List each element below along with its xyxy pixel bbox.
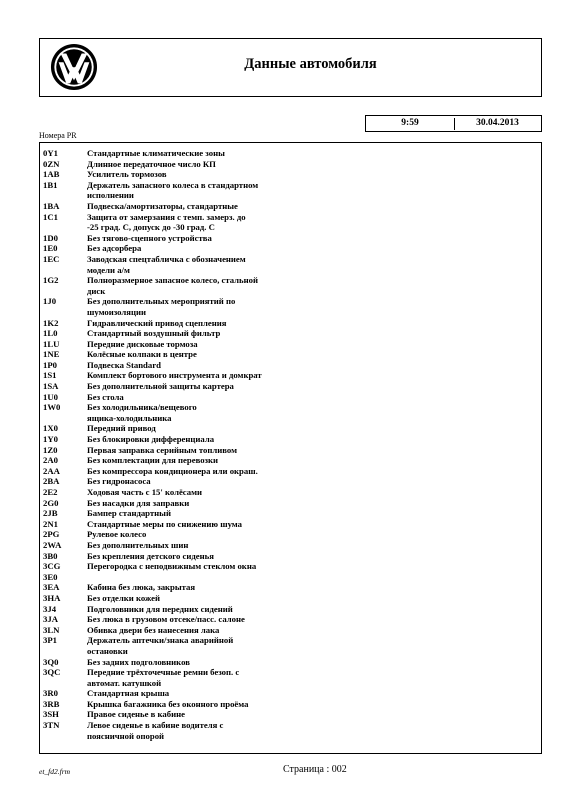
pr-code: 1G2 — [43, 275, 59, 286]
pr-description: Передний привод — [87, 423, 156, 434]
list-item — [43, 180, 538, 201]
pr-code: 3JA — [43, 614, 58, 625]
pr-description: Ходовая часть с 15' колёсами — [87, 487, 203, 497]
pr-code: 1SA — [43, 381, 59, 392]
pr-code: 2N1 — [43, 518, 58, 529]
pr-description: Без задних подголовников — [87, 656, 190, 667]
pr-description: Передние трёхточечные ремни безоп. с автомат. катушкой — [87, 667, 240, 688]
date-value: 30.04.2013 — [476, 118, 519, 128]
list-item — [43, 519, 538, 530]
pr-list-box — [39, 142, 542, 754]
pr-description: Длинное передаточное число КП — [87, 158, 216, 169]
pr-code: 1Y0 — [43, 434, 58, 445]
pr-description: Полноразмерное запасное колесо, стальной диск — [87, 275, 259, 296]
pr-code: 3RB — [43, 698, 60, 709]
datetime-box — [365, 115, 542, 132]
list-item — [43, 392, 538, 403]
pr-code: 0Y1 — [43, 148, 58, 158]
list-item — [43, 720, 538, 741]
pr-description: Бампер стандартный — [87, 508, 171, 519]
pr-code: 2G0 — [43, 497, 59, 508]
pr-description: Без блокировки дифференциала — [87, 434, 215, 445]
pr-code: 3QC — [43, 667, 61, 678]
pr-description: Без насадки для заправки — [87, 497, 190, 508]
pr-code: 1BA — [43, 200, 60, 211]
pr-code: 3B0 — [43, 550, 58, 561]
pr-code: 1C1 — [43, 211, 58, 222]
list-item — [43, 667, 538, 688]
list-item — [43, 709, 538, 720]
pr-code: 1L0 — [43, 328, 58, 339]
pr-description: Подголовники для передних сидений — [87, 603, 233, 614]
pr-description: Правое сиденье в кабине — [87, 709, 185, 720]
pr-description: Стандартные меры по снижению шума — [87, 518, 242, 529]
pr-code: 1AB — [43, 169, 60, 180]
list-item — [43, 275, 538, 296]
list-item — [43, 635, 538, 656]
pr-code: 1X0 — [43, 423, 58, 434]
pr-code: 1Z0 — [43, 444, 58, 455]
pr-code: 2PG — [43, 529, 60, 540]
pr-description: Без дополнительных шин — [87, 539, 189, 550]
list-item — [43, 445, 538, 456]
pr-numbers-label: Номера PR — [39, 131, 77, 140]
pr-code: 3E0 — [43, 571, 58, 582]
list-item — [43, 529, 538, 540]
pr-code: 1EC — [43, 253, 60, 264]
pr-description: Без дополнительной защиты картера — [87, 381, 234, 392]
list-item — [43, 212, 538, 233]
list-item — [43, 296, 538, 317]
pr-code: 1P0 — [43, 359, 57, 370]
pr-description: Защита от замерзания с темп. замерз. до -25 град. С, допуск до -30 град. С — [87, 211, 246, 233]
pr-description: Рулевое колесо — [87, 529, 147, 540]
pr-code: 1W0 — [43, 402, 61, 413]
list-item — [43, 593, 538, 604]
pr-description: Стандартный воздушный фильтр — [87, 328, 221, 339]
pr-description: Без отделки кожей — [87, 592, 161, 603]
pr-description: Крышка багажника без оконного проёма — [87, 698, 249, 709]
list-item — [43, 614, 538, 625]
list-item — [43, 254, 538, 275]
list-item — [43, 466, 538, 477]
pr-code: 1D0 — [43, 232, 58, 243]
pr-description: Без дополнительных мероприятий по шумоизоляции — [87, 296, 236, 317]
list-item — [43, 688, 538, 699]
pr-code: 3R0 — [43, 688, 58, 699]
pr-description: Стандартные климатические зоны — [87, 148, 225, 158]
pr-code: 3Q0 — [43, 656, 59, 667]
pr-description: Без холодильника/вещевого ящика-холодильника — [87, 402, 197, 423]
pr-description: Без тягово-сцепного устройства — [87, 232, 212, 243]
list-item — [43, 455, 538, 466]
pr-description: Без комплектации для перевозки — [87, 455, 219, 466]
list-item — [43, 159, 538, 170]
pr-description: Без гидронасоса — [87, 476, 151, 487]
footer-page-number: Страница : 002 — [283, 764, 347, 775]
pr-code: 2A0 — [43, 455, 58, 466]
list-item — [43, 169, 538, 180]
list-item — [43, 657, 538, 668]
list-item — [43, 699, 538, 710]
list-item — [43, 498, 538, 509]
pr-description: Кабина без люка, закрытая — [87, 582, 196, 593]
pr-code: 1J0 — [43, 296, 57, 307]
pr-description: Заводская спецтабличка с обозначением модели а/м — [87, 253, 246, 275]
pr-description: Без адсорбера — [87, 243, 142, 254]
list-item — [43, 540, 538, 551]
pr-code: 2AA — [43, 465, 60, 476]
time-value: 9:59 — [366, 118, 455, 130]
list-item — [43, 487, 538, 498]
list-item — [43, 561, 538, 572]
pr-code: 1U0 — [43, 391, 58, 402]
pr-code: 2BA — [43, 476, 60, 487]
pr-description: Стандартная крыша — [87, 688, 170, 699]
pr-code: 1NE — [43, 349, 60, 360]
pr-description: Подвеска Standard — [87, 359, 161, 370]
pr-code: 2WA — [43, 539, 62, 550]
list-item — [43, 508, 538, 519]
list-item — [43, 582, 538, 593]
header-box — [39, 38, 542, 97]
pr-description: Без люка в грузовом отсеке/пасс. салоне — [87, 614, 245, 625]
pr-description — [87, 572, 287, 583]
list-item — [43, 381, 538, 392]
pr-description: Подвеска/амортизаторы, стандартные — [87, 200, 238, 211]
list-item — [43, 402, 538, 423]
pr-description: Держатель аптечки/знака аварийной остановки — [87, 635, 234, 656]
pr-description: Перегородка с неподвижным стеклом окна — [87, 561, 257, 572]
list-item — [43, 476, 538, 487]
pr-description: Передние дисковые тормоза — [87, 338, 198, 349]
footer-filename: et_fd2.frm — [39, 767, 71, 776]
list-item — [43, 328, 538, 339]
list-item — [43, 318, 538, 329]
pr-code: 1S1 — [43, 370, 57, 381]
pr-description: Без стола — [87, 391, 124, 402]
pr-code: 3SH — [43, 709, 59, 720]
pr-code: 3LN — [43, 624, 60, 635]
pr-code: 3CG — [43, 561, 61, 572]
pr-code: 3EA — [43, 582, 60, 593]
pr-description: Комплект бортового инструмента и домкрат — [87, 370, 262, 381]
pr-code: 3TN — [43, 720, 60, 731]
list-item — [43, 201, 538, 212]
pr-description: Без крепления детского сиденья — [87, 550, 214, 561]
list-item — [43, 572, 538, 583]
pr-description: Обивка двери без нанесения лака — [87, 624, 220, 635]
list-item — [43, 243, 538, 254]
list-item — [43, 551, 538, 562]
pr-description: Усилитель тормозов — [87, 169, 167, 180]
pr-description: Первая заправка серийным топливом — [87, 444, 237, 455]
list-item — [43, 423, 538, 434]
pr-description: Без компрессора кондиционера или окраш. — [87, 465, 258, 476]
list-item — [43, 349, 538, 360]
pr-description: Левое сиденье в кабине водителя с поясничной опорой — [87, 720, 224, 741]
list-item — [43, 233, 538, 244]
pr-description: Колёсные колпаки в центре — [87, 349, 197, 360]
pr-description: Гидравлический привод сцепления — [87, 317, 227, 328]
pr-code: 0ZN — [43, 158, 60, 169]
pr-code: 1LU — [43, 338, 60, 349]
pr-code: 3J4 — [43, 603, 57, 614]
pr-code: 3HA — [43, 592, 61, 603]
list-item — [43, 370, 538, 381]
pr-code: 1B1 — [43, 179, 58, 190]
list-item — [43, 148, 538, 159]
pr-code: 2JB — [43, 508, 58, 519]
pr-code: 2E2 — [43, 487, 58, 497]
list-item — [43, 360, 538, 371]
pr-list — [43, 148, 538, 741]
pr-code: 3P1 — [43, 635, 57, 646]
pr-code: 1E0 — [43, 243, 58, 254]
list-item — [43, 604, 538, 615]
list-item — [43, 434, 538, 445]
list-item — [43, 339, 538, 350]
pr-code: 1K2 — [43, 317, 59, 328]
page-title: Данные автомобиля — [244, 56, 377, 72]
pr-description: Держатель запасного колеса в стандартном исполнении — [87, 179, 259, 201]
list-item — [43, 625, 538, 636]
